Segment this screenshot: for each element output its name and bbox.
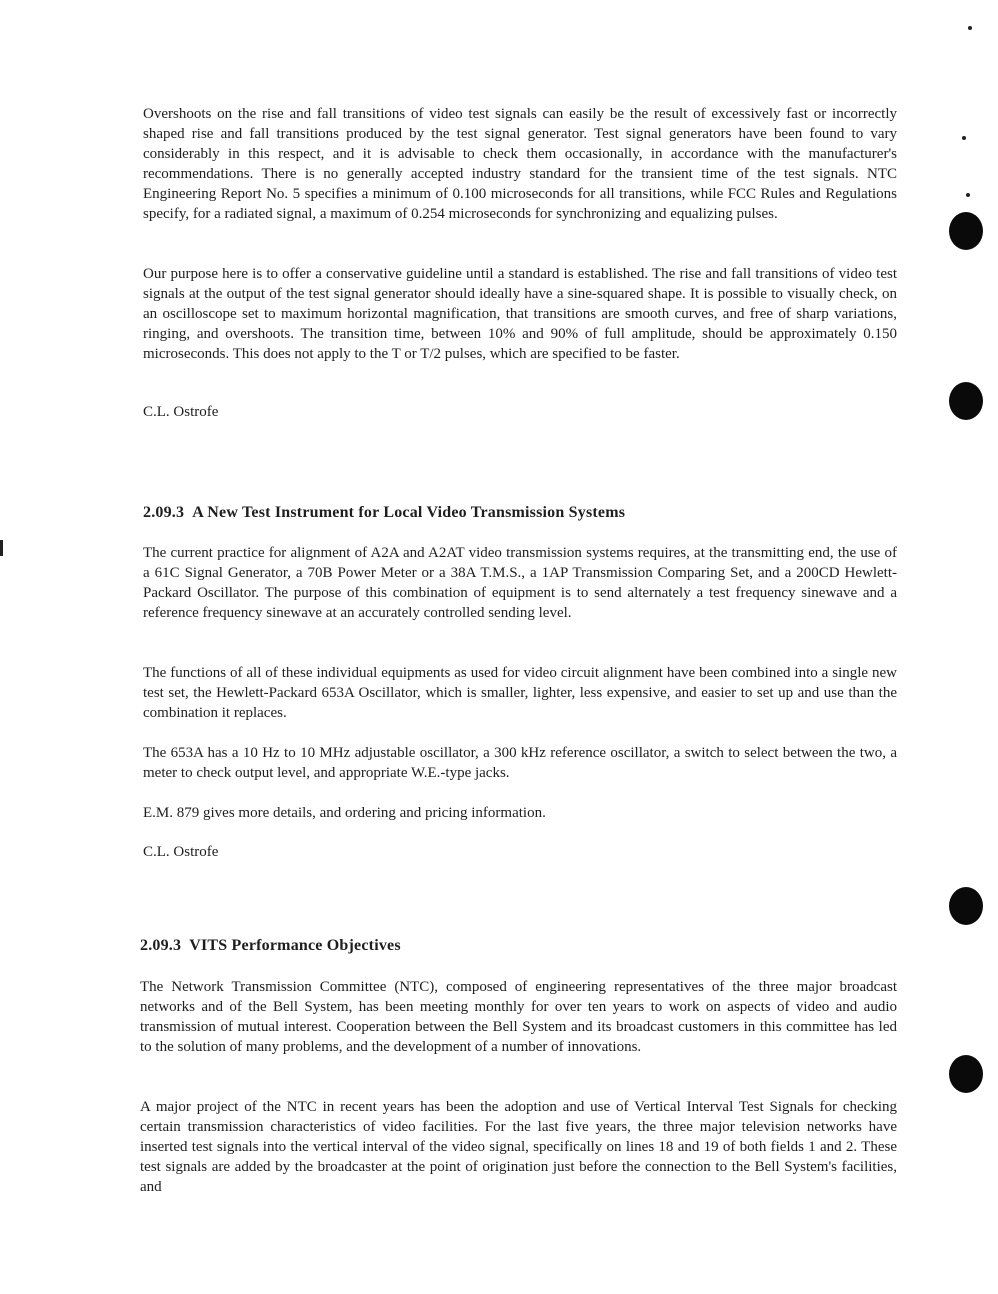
section-heading-vits-objectives bbox=[140, 936, 401, 956]
paragraph-vits-project: A major project of the NTC in recent years has been the adoption and use of Vertical Interval Test Signals for checking certain transmission characteristics of video facilities. For the last five years, the three major television networks have inserted test signals into the vertical interval of the video signal, specifically on lines 18 and 19 of both fields 1 and 2. These test signals are added by the broadcaster at the point of origination just before the connection to the Bell System's facilities, and bbox=[140, 1099, 897, 1195]
scan-speck bbox=[966, 193, 970, 197]
punch-hole bbox=[949, 382, 983, 420]
section-heading-new-test-instrument bbox=[143, 503, 625, 523]
paragraph-ntc-committee: The Network Transmission Committee (NTC), composed of engineering representatives of the three major broadcast networks and of the Bell System, has been meeting monthly for over ten years to work on aspects of video and audio transmission of mutual interest. Cooperation between the Bell System and its broadcast customers in this committee has led to the solution of many problems, and the development of a number of innovations. bbox=[140, 979, 897, 1055]
section-title: VITS Performance Objectives bbox=[189, 937, 401, 954]
paragraph-current-practice: The current practice for alignment of A2A and A2AT video transmission systems requires, at the transmitting end, the use of a 61C Signal Generator, a 70B Power Meter or a 38A T.M.S., a 1AP Transmission Comparing Set, and a 200CD Hewlett-Packard Oscillator. The purpose of this combination of equipment is to send alternately a test frequency sinewave and a reference frequency sinewave at an accurately controlled sending level. bbox=[143, 545, 897, 621]
punch-hole bbox=[949, 887, 983, 925]
scan-speck bbox=[968, 26, 972, 30]
section-title: A New Test Instrument for Local Video Transmission Systems bbox=[192, 504, 626, 521]
author-signature: C.L. Ostrofe bbox=[143, 844, 219, 860]
punch-hole bbox=[949, 1055, 983, 1093]
paragraph-conservative-guideline: Our purpose here is to offer a conservative guideline until a standard is established. The rise and fall transitions of video test signals at the output of the test signal generator should ideally have a sine-squared shape. It is possible to visually check, on an oscilloscope set to maximum horizontal magnification, that transitions are smooth curves, and free of sharp variations, ringing, and overshoots. The transition time, between 10% and 90% of full amplitude, should be approximately 0.150 microseconds. This does not apply to the T or T/2 pulses, which are specified to be faster. bbox=[143, 266, 897, 362]
paragraph-functions-combined: The functions of all of these individual equipments as used for video circuit alignment have been combined into a single new test set, the Hewlett-Packard 653A Oscillator, which is smaller, lighter, less expensive, and easier to set up and use than the combination it replaces. bbox=[143, 665, 897, 721]
scan-speck bbox=[962, 136, 966, 140]
paragraph-653a-description: The 653A has a 10 Hz to 10 MHz adjustable oscillator, a 300 kHz reference oscillator, a switch to select between the two, a meter to check output level, and appropriate W.E.-type jacks. bbox=[143, 745, 897, 781]
scan-edge-mark bbox=[0, 540, 3, 556]
paragraph-overshoots: Overshoots on the rise and fall transitions of video test signals can easily be the result of excessively fast or incorrectly shaped rise and fall transitions produced by the test signal generator. Test signal generators have been found to vary considerably in this respect, and it is advisable to check them occasionally, in accordance with the manufacturer's recommendations. There is no generally accepted industry standard for the transient time of the test signals. NTC Engineering Report No. 5 specifies a minimum of 0.100 microseconds for all transitions, while FCC Rules and Regulations specify, for a radiated signal, a maximum of 0.254 microseconds for synchronizing and equalizing pulses. bbox=[143, 106, 897, 222]
punch-hole bbox=[949, 212, 983, 250]
section-number: 2.09.3 bbox=[140, 937, 182, 954]
section-number: 2.09.3 bbox=[143, 504, 185, 521]
paragraph-em-879: E.M. 879 gives more details, and ordering and pricing information. bbox=[143, 805, 546, 821]
author-signature: C.L. Ostrofe bbox=[143, 404, 219, 420]
